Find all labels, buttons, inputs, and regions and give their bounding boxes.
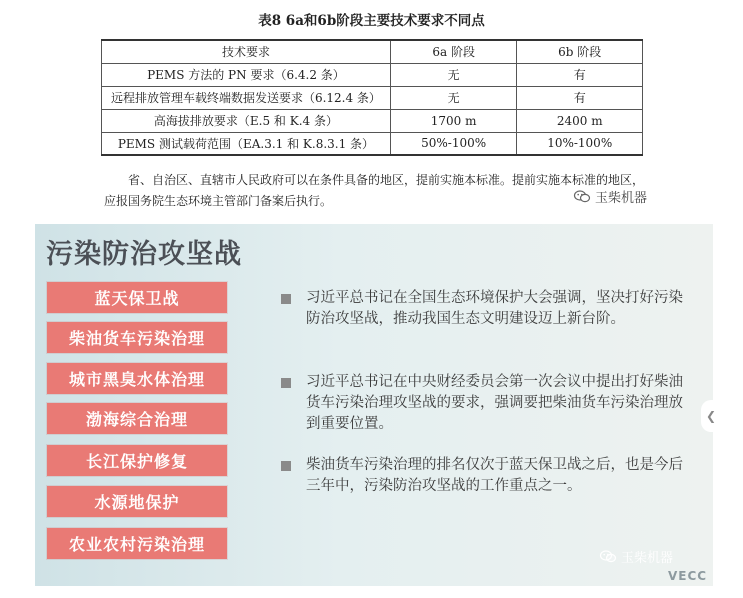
- header-cell: 6a 阶段: [390, 40, 517, 63]
- table-cell: 远程排放管理车载终端数据发送要求（6.12.4 条）: [102, 86, 391, 109]
- table-row: [102, 86, 643, 109]
- topic-chip: 蓝天保卫战: [47, 282, 227, 313]
- topic-chip: 水源地保护: [47, 486, 227, 517]
- table-cell: 2400 m: [517, 109, 643, 132]
- topic-chip: 农业农村污染治理: [47, 528, 227, 559]
- table-cell: 无: [390, 86, 517, 109]
- implementation-note: 省、自治区、直辖市人民政府可以在条件具备的地区，提前实施本标准。提前实施本标准的地区，应报国务院生态环境主管部门备案后执行。: [104, 173, 645, 208]
- table-title: 表8 6a和6b阶段主要技术要求不同点: [258, 13, 485, 29]
- bullet-text: 柴油货车污染治理的排名仅次于蓝天保卫战之后，也是今后三年中，污染防治攻坚战的工作重点之一。: [306, 457, 683, 494]
- topic-chip: 柴油货车污染治理: [47, 322, 227, 353]
- table-cell: PEMS 方法的 PN 要求（6.4.2 条）: [102, 63, 391, 86]
- document-scan: [0, 0, 743, 224]
- chevron-left-icon[interactable]: ❮: [701, 400, 721, 432]
- topic-chip: 长江保护修复: [47, 445, 227, 476]
- table-cell: 10%-100%: [517, 132, 643, 155]
- bullet-text: 习近平总书记在中央财经委员会第一次会议中提出打好柴油货车污染治理攻坚战的要求，强调要把柴油货车污染治理放到重要位置。: [306, 374, 683, 432]
- table-header-row: [102, 40, 643, 63]
- bullet-square-icon: [281, 378, 291, 388]
- table-cell: 无: [390, 63, 517, 86]
- bullet-square-icon: [281, 461, 291, 471]
- table-cell: PEMS 测试载荷范围（EA.3.1 和 K.8.3.1 条）: [102, 132, 391, 155]
- presentation-slide: [35, 224, 717, 586]
- topic-chip: 城市黑臭水体治理: [47, 363, 227, 394]
- table-cell: 1700 m: [390, 109, 517, 132]
- wechat-icon: [600, 550, 616, 563]
- table-row: [102, 63, 643, 86]
- bullet-square-icon: [281, 294, 291, 304]
- watermark-text: 玉柴机器: [621, 551, 674, 566]
- topic-chip: 渤海综合治理: [47, 403, 227, 434]
- table-cell: 有: [517, 86, 643, 109]
- bullet-point: [281, 372, 686, 435]
- table-row: [102, 132, 643, 155]
- spec-table: [101, 39, 643, 156]
- table-row: [102, 109, 643, 132]
- slide-title: 污染防治攻坚战: [46, 239, 242, 270]
- wechat-icon: [574, 190, 590, 203]
- watermark-text: 玉柴机器: [594, 191, 647, 206]
- table-cell: 高海拔排放要求（E.5 和 K.4 条）: [102, 109, 391, 132]
- table-cell: 有: [517, 63, 643, 86]
- watermark: [574, 187, 647, 206]
- header-cell: 技术要求: [102, 40, 391, 63]
- watermark: [600, 547, 673, 566]
- vecc-logo: VECC: [668, 569, 708, 583]
- bullet-point: [281, 455, 686, 497]
- bullet-point: [281, 288, 686, 330]
- table-cell: 50%-100%: [390, 132, 517, 155]
- header-cell: 6b 阶段: [517, 40, 643, 63]
- bullet-text: 习近平总书记在全国生态环境保护大会强调，坚决打好污染防治攻坚战，推动我国生态文明建设迈上新台阶。: [306, 290, 683, 327]
